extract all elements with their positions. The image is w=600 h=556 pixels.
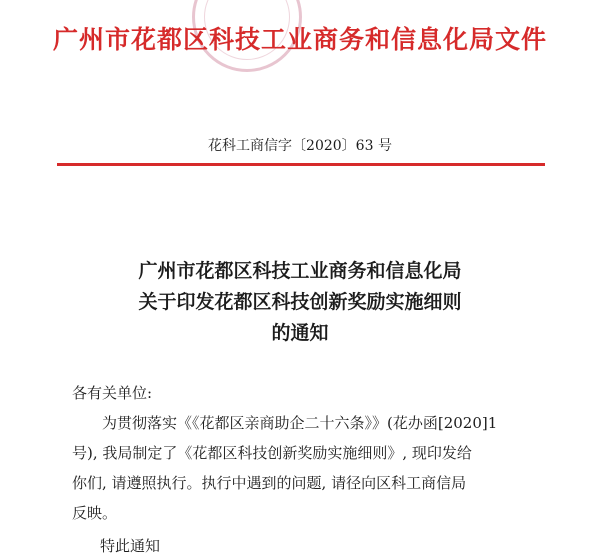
body-paragraph-line: 号), 我局制定了《花都区科技创新奖励实施细则》, 现印发给	[72, 444, 472, 462]
body-paragraph-line: 反映。	[72, 504, 118, 522]
notice-title-line: 广州市花都区科技工业商务和信息化局	[138, 260, 462, 282]
notice-title-line: 关于印发花都区科技创新奖励实施细则	[138, 291, 462, 313]
issuing-authority-header: 广州市花都区科技工业商务和信息化局文件	[52, 25, 547, 54]
red-divider-line	[57, 163, 545, 166]
closing-line-partial: 特此通知	[100, 537, 161, 555]
notice-title-line: 的通知	[271, 322, 329, 344]
body-paragraph-line: 你们, 请遵照执行。执行中遇到的问题, 请径向区科工商信局	[72, 474, 467, 492]
salutation: 各有关单位:	[72, 384, 153, 402]
document-number: 花科工商信字〔2020〕63 号	[208, 138, 392, 154]
body-paragraph-line: 为贯彻落实《《花都区亲商助企二十六条》》(花办函[2020]1	[102, 414, 498, 432]
notice-body	[72, 378, 552, 528]
notice-title	[0, 256, 600, 349]
